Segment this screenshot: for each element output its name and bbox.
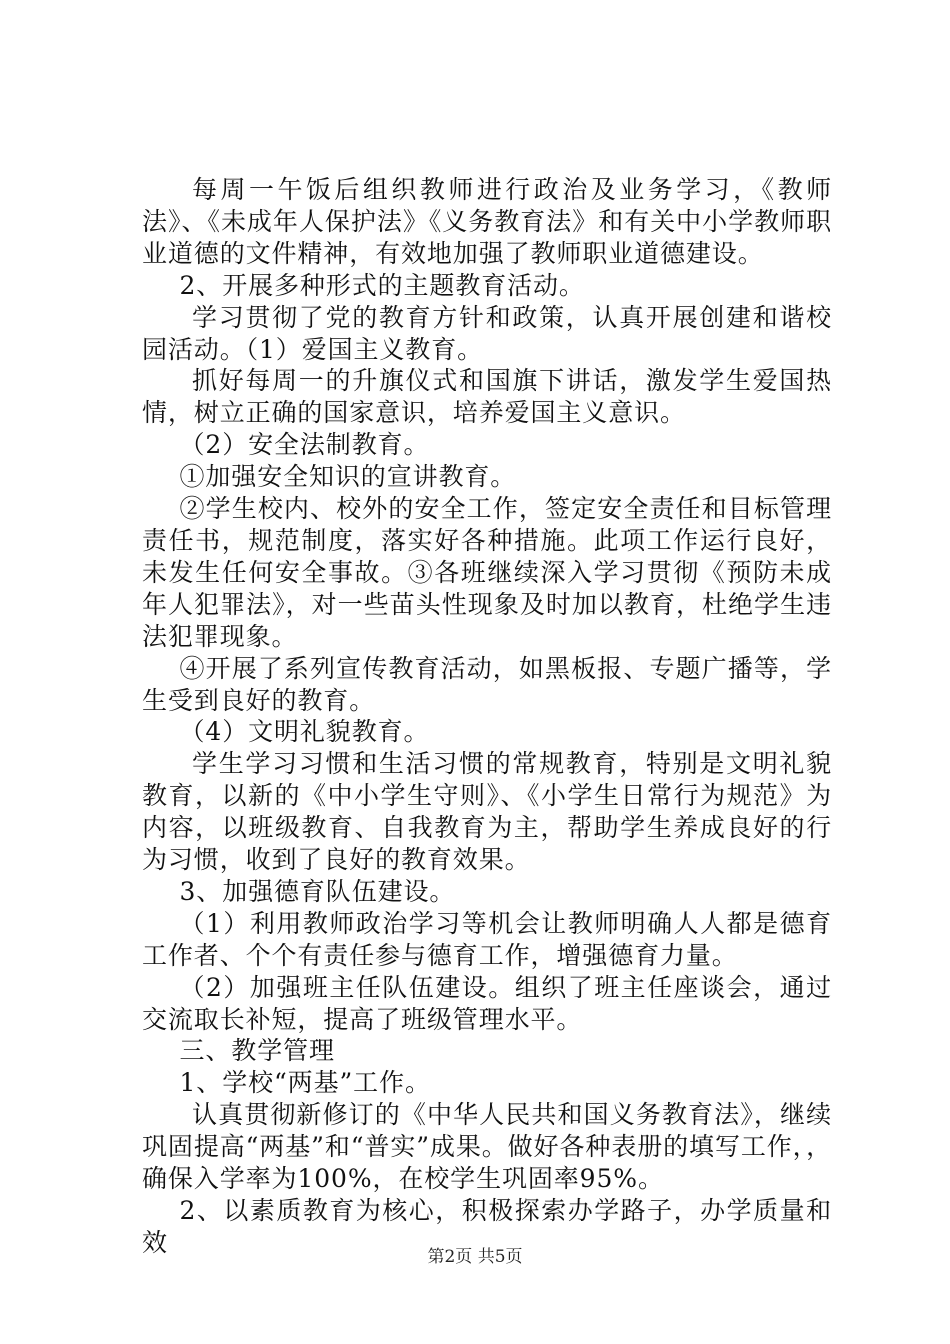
paragraph: （2）加强班主任队伍建设。组织了班主任座谈会，通过交流取长补短，提高了班级管理水平。 [142,972,832,1034]
paragraph: 3、加强德育队伍建设。 [179,876,456,906]
paragraph: 2、以素质教育为核心，积极探索办学路子，办学质量和效 [142,1196,832,1257]
paragraph: 每周一午饭后组织教师进行政治及业务学习，《教师法》、《未成年人保护法》《义务教育法》和有关中小学教师职业道德的文件精神，有效地加强了教师职业道德建设。 [142,175,832,268]
paragraph: ④开展了系列宣传教育活动，如黑板报、专题广播等，学生受到良好的教育。 [142,653,832,715]
document-body [142,174,832,1259]
paragraph: （1）利用教师政治学习等机会让教师明确人人都是德育工作者、个个有责任参与德育工作，增强德育力量。 [142,908,832,970]
page-footer: 第2页 共5页 [427,1247,523,1267]
paragraph: ②学生校内、校外的安全工作，签定安全责任和目标管理责任书，规范制度，落实好各种措施。此项工作运行良好，未发生任何安全事故。③各班继续深入学习贯彻《预防未成年人犯罪法》，对一些苗头性现象及时加以教育，杜绝学生违法犯罪现象。 [142,494,832,651]
paragraph: 1、学校“两基”工作。 [179,1068,431,1098]
paragraph: 2、开展多种形式的主题教育活动。 [179,270,585,300]
paragraph: 学习贯彻了党的教育方针和政策，认真开展创建和谐校园活动。（1）爱国主义教育。 [142,302,832,364]
paragraph: 三、教学管理 [179,1036,335,1066]
paragraph: ①加强安全知识的宣讲教育。 [179,462,517,492]
paragraph: （2）安全法制教育。 [179,430,430,460]
paragraph: 抓好每周一的升旗仪式和国旗下讲话，激发学生爱国热情，树立正确的国家意识，培养爱国主义意识。 [142,366,832,428]
paragraph: 认真贯彻新修订的《中华人民共和国义务教育法》，继续巩固提高“两基”和“普实”成果。做好各种表册的填写工作，，确保入学率为100%，在校学生巩固率95%。 [142,1100,832,1194]
paragraph: （4）文明礼貌教育。 [179,717,430,747]
paragraph: 学生学习习惯和生活习惯的常规教育，特别是文明礼貌教育，以新的《中小学生守则》、《小学生日常行为规范》为内容，以班级教育、自我教育为主，帮助学生养成良好的行为习惯，收到了良好的教育效果。 [142,749,832,875]
